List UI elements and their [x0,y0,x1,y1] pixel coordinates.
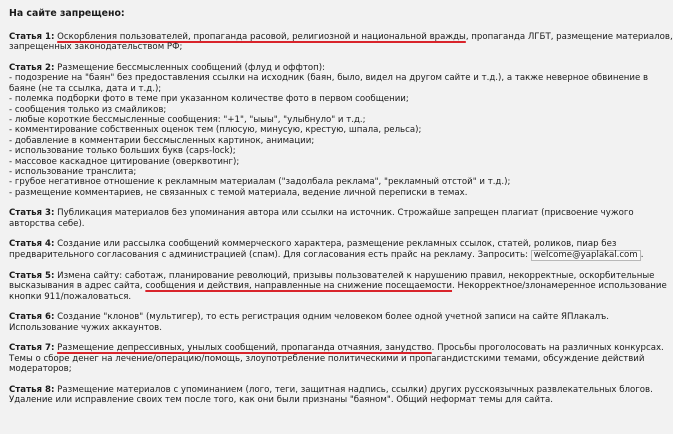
rule-line [9,208,633,218]
rule-line [9,136,633,146]
rule-text: Публикация материалов без упоминания автора или ссылки на источник. Строжайше запрещен плагиат (присвоение чужого [54,208,634,219]
rule-text: . [640,249,644,260]
rule-text: кнопки 911/пожаловаться. [9,291,132,302]
rule-text: - полемка подборки фото в теме при указанном количестве фото в первом сообщении; [9,94,409,105]
rule-label: Статья 3: [9,208,55,219]
rule-line [9,239,633,249]
rule-text: - добавление в комментарии бессмысленных картинок, анимации; [9,135,315,146]
rule-text: - подозрение на "баян" без предоставления ссылки на исходник (баян, было, видел на другом сайте и т.д.), а также неверное обвинение в [9,73,649,84]
rule-line [9,323,633,333]
rule-line [9,271,655,282]
rule-article [9,343,664,375]
rule-text: Использование чужих аккаунтов. [9,322,162,333]
rule-text: авторства себе). [9,218,85,229]
rule-text: предварительного согласования с администрацией (спам). Для согласования есть прайс на рекламу. Запросить: [9,249,531,260]
rule-line [9,63,633,73]
page-title: На сайте запрещено: [9,8,125,19]
rule-line [9,384,653,395]
rule-line [9,364,633,374]
rule-label: Статья 2: [9,63,55,73]
highlighted-phrase: Оскорбления пользователей, пропаганда расовой, религиозной и национальной вражды [57,32,466,42]
rule-text: - грубое негативное отношение к рекламным материалам ("задолбала реклама", "рекламный отстой" и т.д.); [9,177,511,188]
highlighted-phrase: Размещение депрессивных, унылых сообщений, пропаганда отчаяния, занудство [57,343,432,354]
rule-text: Размещение материалов с упоминанием (лого, теги, защитная надпись, ссылки) других русскоязычных развлекательных блогов. [54,384,653,395]
rule-line [9,146,633,156]
rule-article [9,63,649,198]
rule-line [9,343,664,354]
rule-text: Создание "клонов" (мультигер), то есть регистрация одним человеком более одной учетной записи на сайте ЯПлакалъ. [54,312,609,323]
rule-label: Статья 4: [9,239,55,250]
rule-line [9,125,633,135]
rule-text: , пропаганда ЛГБТ, размещение материалов, [465,32,673,42]
rule-article [9,239,644,260]
rule-text: . Некорректное/злонамеренное использование [452,281,667,292]
rule-text: - массовое каскадное цитирование (оверквотинг); [9,156,240,167]
rule-line [9,94,633,104]
rule-line [9,249,644,261]
rule-text: - комментирование собственных оценок тем (плюсую, минусую, крестую, шпала, рельса); [9,125,422,136]
rule-line [9,105,633,115]
rule-line [9,292,633,302]
rule-article [9,312,633,333]
rule-line [9,42,633,52]
rule-line [9,177,633,187]
rule-article [9,384,653,406]
rule-line [9,353,645,364]
rule-text: высказывания в адрес сайта, [9,281,146,292]
rule-article [9,208,633,229]
rules-list [9,32,673,406]
rule-line [9,84,633,94]
rule-text: Удаление или исправление своих тем после того, как они были признаны "баяном". Общий неформат темы для сайта. [9,395,554,406]
rule-line [9,395,633,405]
rule-line [9,32,673,42]
rule-text: модераторов; [9,364,72,375]
rule-label: Статья 8: [9,384,55,395]
rule-text: - использование только больших букв (caps-lock); [9,146,236,157]
rule-line [9,157,633,167]
rule-line [9,115,633,125]
highlighted-phrase: сообщения и действия, направленные на снижение посещаемости [145,281,453,292]
rule-label: Статья 6: [9,312,55,323]
rule-line [9,312,633,322]
rule-text: Создание или рассылка сообщений коммерческого характера, размещение рекламных ссылок, статей, роликов, пиар без [54,239,617,250]
rule-text: запрещенных законодательством РФ; [9,42,183,53]
rule-line [9,167,633,177]
rule-label: Статья 5: [9,271,55,282]
rule-label: Статья 1: [9,32,55,42]
rule-line [9,73,649,84]
rule-text: баяне (не та ссылка, дата и т.д.); [9,83,162,94]
rule-line [9,219,633,229]
rule-text: - любые короткие бессмысленные сообщения: "+1", "ыыы", "улыбнуло" и т.д.; [9,115,366,126]
rule-text: Измена сайту: саботаж, планирование революций, призывы пользователей к нарушению правил, некорректные, оскорбительные [54,271,655,282]
rule-article [9,271,667,302]
email-link[interactable]: welcome@yaplakal.com [531,250,641,261]
rule-line [9,188,633,198]
rule-text: - сообщения только из смайликов; [9,104,167,115]
rule-text: . Просьбы проголосовать на различных конкурсах. [431,343,664,354]
rule-text: - размещение комментариев, не связанных с темой материала, ведение личной переписки в темах. [9,187,468,198]
rules-content [9,8,673,416]
rule-line [9,281,667,292]
rule-article [9,32,673,53]
rule-label: Статья 7: [9,343,55,354]
rule-text: - использование транслита; [9,167,137,178]
rule-text: Размещение бессмысленных сообщений (флуд и оффтоп): [54,63,326,73]
rule-text: Темы о сборе денег на лечение/операцию/помощь, злоупотребление политическими и пропагандистскими темами, обсуждение действий [9,353,645,364]
